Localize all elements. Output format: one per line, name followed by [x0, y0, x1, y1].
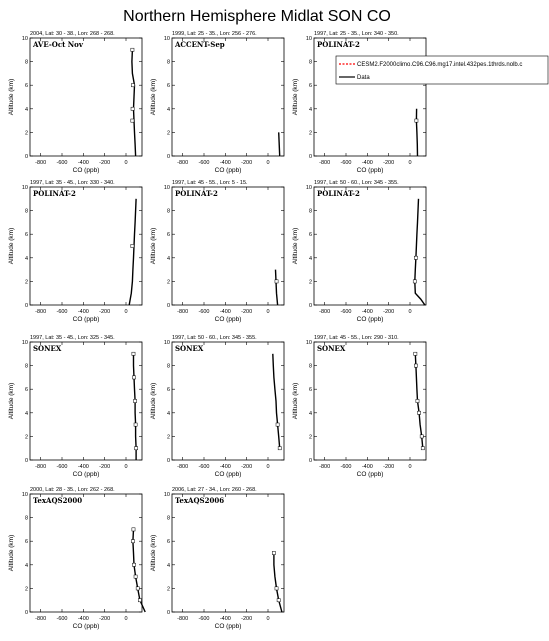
data-marker: [133, 399, 136, 402]
x-tick-label: -800: [35, 309, 47, 315]
y-tick-label: 10: [305, 185, 312, 191]
x-tick-label: -600: [56, 464, 68, 470]
y-tick-label: 4: [308, 106, 312, 113]
x-tick-label: 0: [266, 309, 270, 315]
panel: [150, 31, 284, 174]
panel: [292, 31, 426, 174]
data-marker: [136, 587, 139, 590]
y-tick-label: 0: [24, 154, 28, 160]
y-tick-label: 8: [308, 208, 312, 215]
campaign-label: TexAQS2000: [33, 496, 83, 505]
panel: [292, 335, 426, 478]
x-tick-label: -400: [77, 464, 89, 470]
y-tick-label: 6: [166, 539, 170, 546]
x-axis-label: CO (ppb): [214, 167, 242, 174]
x-tick-label: -400: [219, 309, 231, 315]
data-series-line: [274, 553, 282, 612]
panel: [150, 487, 284, 630]
x-tick-label: -600: [340, 464, 352, 470]
panel-header: 2004, Lat: 30 - 38., Lon: 268 - 268.: [30, 31, 115, 37]
data-series-line: [279, 132, 280, 156]
y-tick-label: 6: [166, 387, 170, 394]
data-marker: [135, 447, 138, 450]
y-tick-label: 6: [166, 232, 170, 239]
panel-header: 1997, Lat: 35 - 45., Lon: 325 - 345.: [30, 335, 115, 341]
y-tick-label: 0: [24, 610, 28, 616]
x-tick-label: -200: [241, 464, 253, 470]
y-axis-label: Altitude (km): [150, 78, 157, 116]
panel-header: 1997, Lat: 50 - 60., Lon: 345 - 355.: [314, 180, 399, 186]
y-axis-label: Altitude (km): [8, 78, 15, 116]
data-marker: [277, 599, 280, 602]
panel-header: 1997, Lat: 25 - 35., Lon: 340 - 350.: [314, 31, 399, 37]
x-tick-label: 0: [266, 464, 270, 470]
panel-header: 1997, Lat: 45 - 55., Lon: 290 - 310.: [314, 335, 399, 341]
x-tick-label: -400: [361, 464, 373, 470]
data-marker: [131, 84, 134, 87]
data-series-line: [415, 199, 425, 305]
y-tick-label: 8: [24, 59, 28, 66]
y-tick-label: 4: [166, 255, 170, 262]
y-tick-label: 8: [166, 208, 170, 215]
x-tick-label: 0: [408, 160, 412, 166]
y-tick-label: 2: [308, 434, 312, 441]
x-tick-label: -800: [177, 464, 189, 470]
x-tick-label: -800: [177, 309, 189, 315]
campaign-label: SONEX: [33, 344, 62, 353]
y-tick-label: 6: [308, 83, 312, 90]
data-marker: [414, 364, 417, 367]
y-tick-label: 4: [24, 562, 28, 569]
data-series-line: [276, 270, 278, 305]
y-tick-label: 4: [308, 255, 312, 262]
x-tick-label: -200: [241, 309, 253, 315]
data-series-line: [134, 354, 137, 460]
y-tick-label: 6: [308, 232, 312, 239]
x-tick-label: -400: [219, 464, 231, 470]
y-tick-label: 0: [24, 458, 28, 464]
x-axis-label: CO (ppb): [72, 471, 100, 478]
y-tick-label: 4: [24, 106, 28, 113]
y-tick-label: 2: [24, 130, 28, 137]
panel: [292, 180, 426, 323]
y-tick-label: 6: [24, 539, 28, 546]
legend-label: Data: [357, 75, 370, 81]
y-tick-label: 0: [166, 610, 170, 616]
x-axis-label: CO (ppb): [356, 316, 384, 323]
y-tick-label: 2: [24, 279, 28, 286]
x-tick-label: 0: [124, 160, 128, 166]
campaign-label: SONEX: [175, 344, 204, 353]
x-axis-label: CO (ppb): [214, 471, 242, 478]
x-tick-label: -800: [177, 160, 189, 166]
data-marker: [131, 107, 134, 110]
x-tick-label: -600: [198, 160, 210, 166]
x-tick-label: 0: [408, 309, 412, 315]
y-axis-label: Altitude (km): [292, 78, 299, 116]
plot-frame: [314, 187, 426, 305]
y-tick-label: 8: [24, 208, 28, 215]
data-series-line: [273, 354, 280, 448]
y-tick-label: 8: [308, 363, 312, 370]
y-tick-label: 6: [24, 387, 28, 394]
x-axis-label: CO (ppb): [356, 471, 384, 478]
x-tick-label: -400: [77, 160, 89, 166]
y-tick-label: 0: [166, 154, 170, 160]
panel-header: 1997, Lat: 45 - 55., Lon: 5 - 15.: [172, 180, 248, 186]
x-tick-label: 0: [124, 464, 128, 470]
x-tick-label: -600: [56, 309, 68, 315]
x-tick-label: -400: [219, 616, 231, 622]
campaign-label: SONEX: [317, 344, 346, 353]
x-tick-label: -800: [319, 160, 331, 166]
y-tick-label: 0: [166, 303, 170, 309]
plot-frame: [172, 38, 284, 156]
y-tick-label: 4: [166, 562, 170, 569]
x-tick-label: -400: [77, 616, 89, 622]
legend: [336, 56, 548, 84]
y-tick-label: 4: [308, 410, 312, 417]
y-axis-label: Altitude (km): [150, 382, 157, 420]
data-marker: [417, 411, 420, 414]
x-tick-label: 0: [124, 616, 128, 622]
x-tick-label: -600: [198, 464, 210, 470]
plot-frame: [172, 187, 284, 305]
data-marker: [134, 575, 137, 578]
y-tick-label: 2: [166, 130, 170, 137]
data-series-line: [132, 50, 136, 156]
y-tick-label: 2: [166, 434, 170, 441]
x-tick-label: -400: [77, 309, 89, 315]
plot-frame: [30, 38, 142, 156]
y-tick-label: 0: [24, 303, 28, 309]
x-tick-label: -400: [361, 309, 373, 315]
x-tick-label: 0: [124, 309, 128, 315]
x-axis-label: CO (ppb): [214, 623, 242, 630]
data-marker: [276, 423, 279, 426]
y-tick-label: 6: [24, 83, 28, 90]
panels: [8, 31, 426, 630]
plot-frame: [314, 342, 426, 460]
y-tick-label: 8: [24, 363, 28, 370]
data-marker: [132, 376, 135, 379]
y-tick-label: 8: [24, 515, 28, 522]
x-tick-label: 0: [266, 616, 270, 622]
panel: [8, 180, 142, 323]
y-tick-label: 10: [163, 492, 170, 498]
y-axis-label: Altitude (km): [292, 227, 299, 265]
panel-header: 1997, Lat: 50 - 60., Lon: 345 - 355.: [172, 335, 257, 341]
panel: [150, 180, 284, 323]
x-tick-label: -800: [319, 309, 331, 315]
panel: [8, 335, 142, 478]
y-axis-label: Altitude (km): [150, 534, 157, 572]
y-axis-label: Altitude (km): [150, 227, 157, 265]
y-tick-label: 10: [305, 340, 312, 346]
y-tick-label: 2: [24, 586, 28, 593]
x-tick-label: -800: [177, 616, 189, 622]
y-tick-label: 2: [24, 434, 28, 441]
y-tick-label: 4: [166, 410, 170, 417]
y-tick-label: 10: [163, 340, 170, 346]
x-tick-label: -800: [319, 464, 331, 470]
y-tick-label: 10: [163, 36, 170, 42]
y-axis-label: Altitude (km): [8, 227, 15, 265]
data-marker: [131, 244, 134, 247]
panel-header: 2006, Lat: 27 - 34., Lon: 260 - 268.: [172, 487, 257, 493]
data-marker: [132, 528, 135, 531]
data-series-line: [416, 109, 417, 156]
data-marker: [420, 435, 423, 438]
plot-frame: [172, 342, 284, 460]
plot-frame: [172, 494, 284, 612]
campaign-label: POLINAT-2: [33, 189, 76, 198]
y-tick-label: 6: [166, 83, 170, 90]
x-tick-label: -200: [383, 464, 395, 470]
data-marker: [278, 447, 281, 450]
y-axis-label: Altitude (km): [292, 382, 299, 420]
legend-label: CESM2.F2000climo.C96.C96.mg17.intel.432pes.1thrds.nolb.c: [357, 62, 523, 68]
data-marker: [132, 352, 135, 355]
y-tick-label: 10: [305, 36, 312, 42]
data-marker: [272, 551, 275, 554]
plot-frame: [30, 187, 142, 305]
data-marker: [414, 256, 417, 259]
data-marker: [275, 587, 278, 590]
y-tick-label: 0: [308, 303, 312, 309]
x-tick-label: -600: [340, 309, 352, 315]
x-axis-label: CO (ppb): [72, 316, 100, 323]
x-tick-label: -600: [340, 160, 352, 166]
y-tick-label: 8: [166, 515, 170, 522]
x-tick-label: -600: [198, 309, 210, 315]
data-marker: [134, 423, 137, 426]
x-axis-label: CO (ppb): [214, 316, 242, 323]
data-marker: [132, 563, 135, 566]
y-tick-label: 4: [24, 410, 28, 417]
data-marker: [414, 352, 417, 355]
campaign-label: POLINAT-2: [317, 40, 360, 49]
x-tick-label: -400: [219, 160, 231, 166]
y-tick-label: 2: [166, 586, 170, 593]
x-tick-label: -800: [35, 616, 47, 622]
x-tick-label: -800: [35, 160, 47, 166]
y-tick-label: 10: [21, 340, 28, 346]
campaign-label: POLINAT-2: [317, 189, 360, 198]
y-tick-label: 10: [21, 492, 28, 498]
data-marker: [138, 599, 141, 602]
data-marker: [131, 48, 134, 51]
x-tick-label: -200: [99, 160, 111, 166]
x-tick-label: -200: [241, 616, 253, 622]
y-axis-label: Altitude (km): [8, 534, 15, 572]
y-tick-label: 6: [308, 387, 312, 394]
x-tick-label: -200: [383, 160, 395, 166]
y-tick-label: 4: [24, 255, 28, 262]
y-tick-label: 0: [166, 458, 170, 464]
data-marker: [415, 119, 418, 122]
data-marker: [131, 540, 134, 543]
x-tick-label: -600: [56, 160, 68, 166]
campaign-label: AVE-Oct Nov: [33, 40, 83, 49]
y-tick-label: 2: [308, 130, 312, 137]
data-marker: [416, 399, 419, 402]
y-tick-label: 8: [166, 59, 170, 66]
campaign-label: ACCENT-Sep: [175, 40, 225, 49]
figure-title: Northern Hemisphere Midlat SON CO: [123, 8, 391, 25]
data-marker: [413, 280, 416, 283]
x-tick-label: 0: [408, 464, 412, 470]
panel: [150, 335, 284, 478]
y-tick-label: 10: [21, 36, 28, 42]
x-axis-label: CO (ppb): [356, 167, 384, 174]
x-axis-label: CO (ppb): [72, 623, 100, 630]
y-axis-label: Altitude (km): [8, 382, 15, 420]
x-tick-label: -200: [99, 309, 111, 315]
y-tick-label: 0: [308, 154, 312, 160]
x-tick-label: -200: [99, 464, 111, 470]
y-tick-label: 8: [308, 59, 312, 66]
campaign-label: TexAQS2006: [175, 496, 225, 505]
panel: [8, 487, 145, 630]
panel-header: 2000, Lat: 28 - 35., Lon: 262 - 268.: [30, 487, 115, 493]
data-marker: [275, 280, 278, 283]
data-marker: [131, 119, 134, 122]
x-tick-label: -600: [198, 616, 210, 622]
panel-header: 1999, Lat: 25 - 35., Lon: 256 - 276.: [172, 31, 257, 37]
y-tick-label: 2: [166, 279, 170, 286]
data-series-line: [129, 199, 136, 305]
x-tick-label: -600: [56, 616, 68, 622]
x-tick-label: -200: [241, 160, 253, 166]
data-marker: [421, 447, 424, 450]
x-axis-label: CO (ppb): [72, 167, 100, 174]
x-tick-label: -400: [361, 160, 373, 166]
y-tick-label: 0: [308, 458, 312, 464]
campaign-label: POLINAT-2: [175, 189, 218, 198]
x-tick-label: -800: [35, 464, 47, 470]
y-tick-label: 10: [163, 185, 170, 191]
panel: [8, 31, 142, 174]
x-tick-label: -200: [383, 309, 395, 315]
y-tick-label: 2: [308, 279, 312, 286]
y-tick-label: 10: [21, 185, 28, 191]
plot-frame: [30, 494, 142, 612]
plot-frame: [30, 342, 142, 460]
y-tick-label: 6: [24, 232, 28, 239]
x-tick-label: 0: [266, 160, 270, 166]
y-tick-label: 8: [166, 363, 170, 370]
x-tick-label: -200: [99, 616, 111, 622]
panel-header: 1997, Lat: 35 - 45., Lon: 330 - 340.: [30, 180, 115, 186]
y-tick-label: 4: [166, 106, 170, 113]
